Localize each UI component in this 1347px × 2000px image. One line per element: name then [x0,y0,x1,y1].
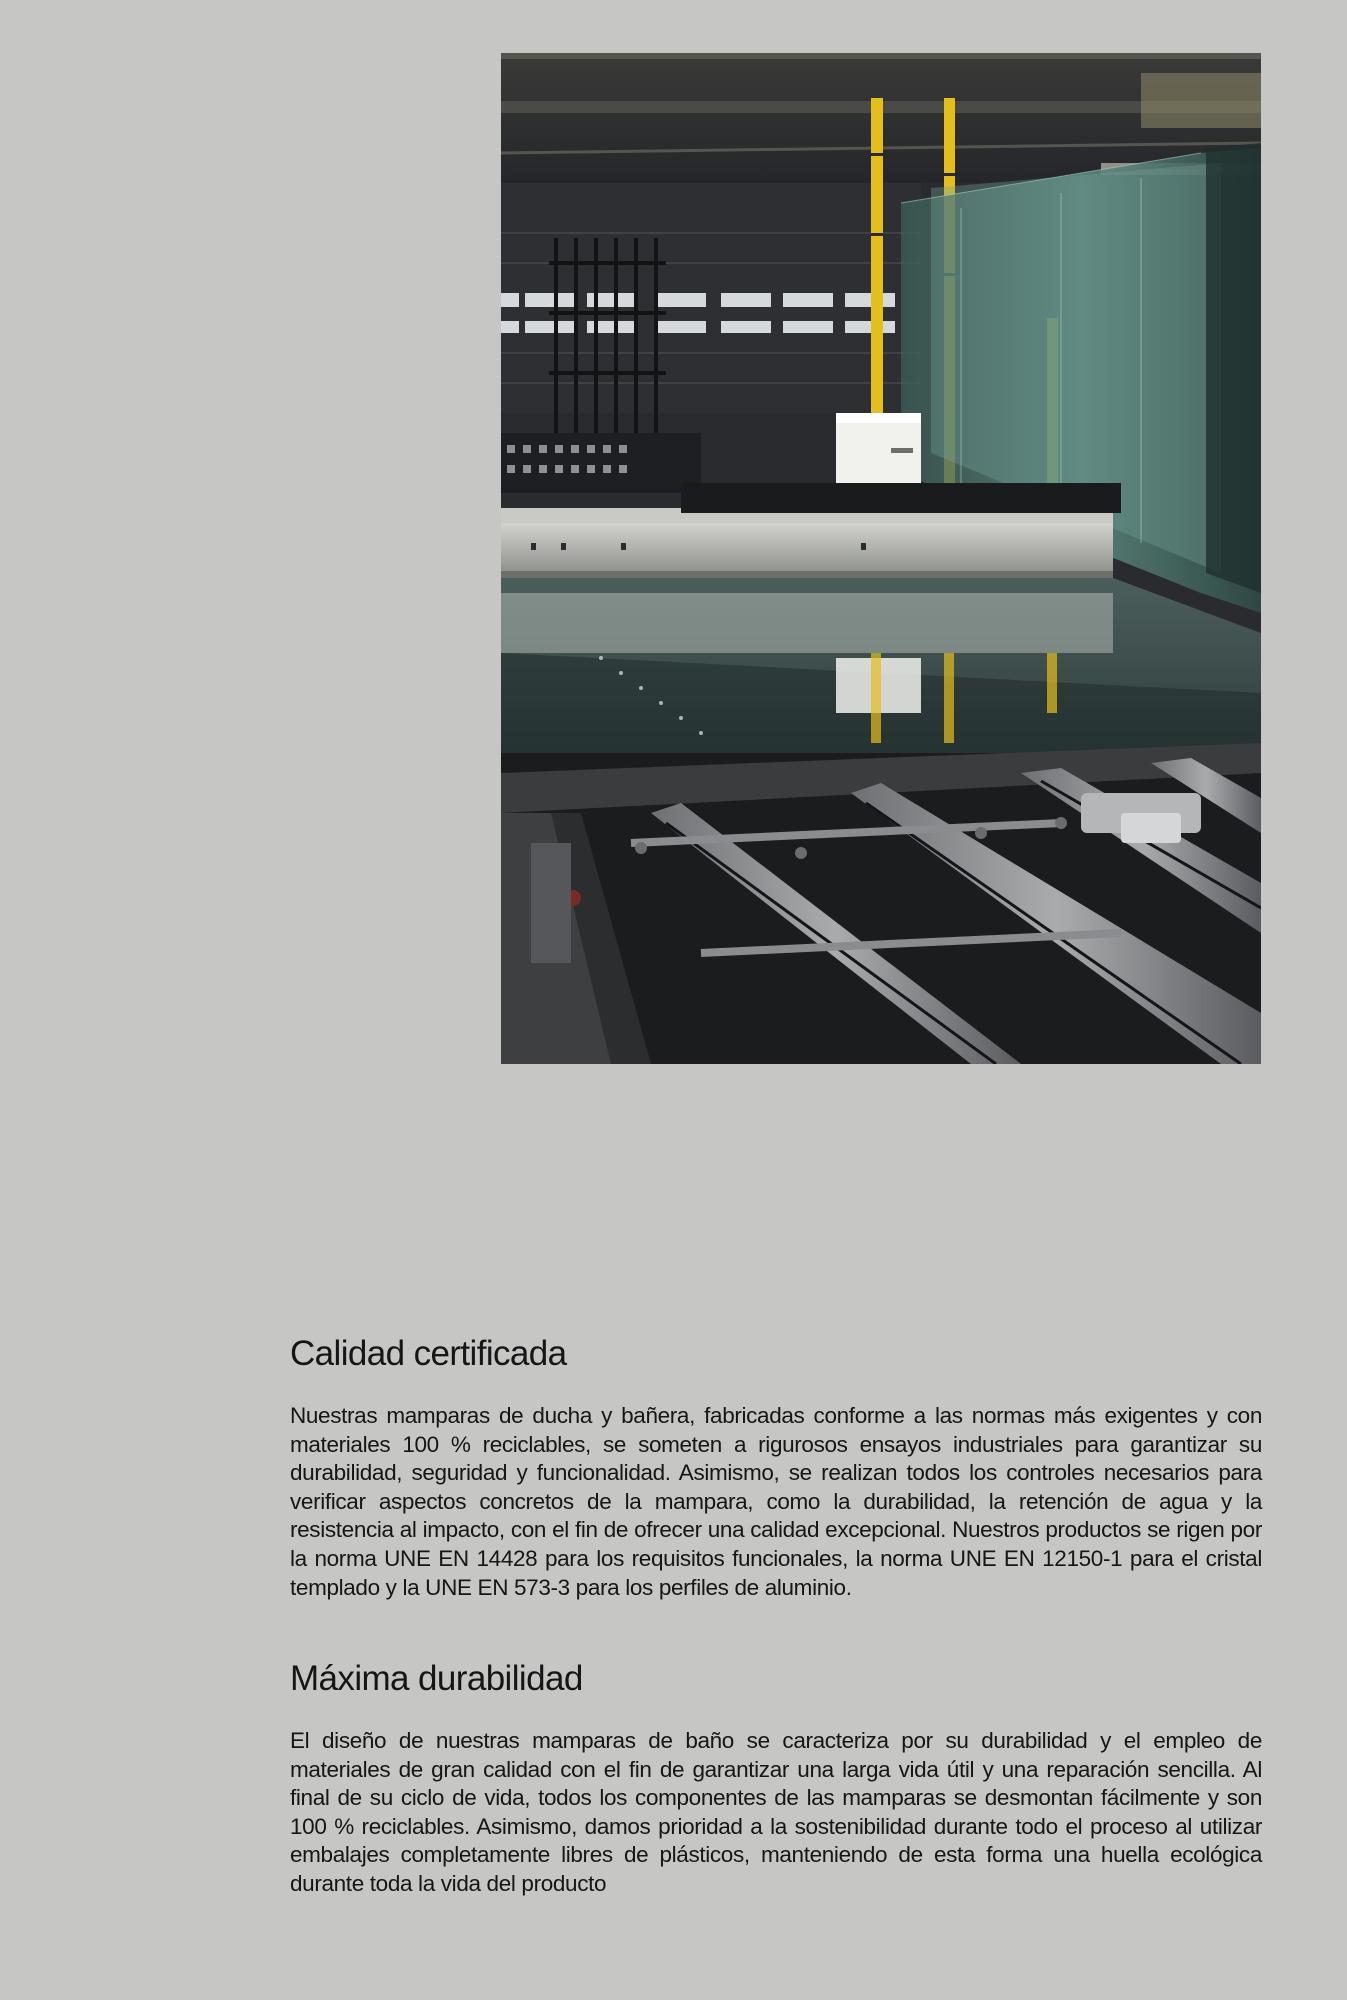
section-maxima-durabilidad [290,1655,1262,1899]
section-title: Máxima durabilidad [290,1659,583,1698]
factory-photo [501,53,1261,1064]
section-body: El diseño de nuestras mamparas de baño se caracteriza por su durabilidad y el empleo de materiales de gran calidad con el fin de garantizar una larga vida útil y una reparación sencilla. Al final de su ciclo de vida, todos los componentes de las mamparas se desmontan fácilmente y son 100 % reciclables. Asimismo, damos prioridad a la sostenibilidad durante todo el proceso al utilizar embalajes completamente libres de plásticos, manteniendo de esta forma una huella ecológica durante toda la vida del producto [290,1728,1262,1896]
section-calidad-certificada [290,1330,1262,1602]
section-body: Nuestras mamparas de ducha y bañera, fabricadas conforme a las normas más exigentes y con materiales 100 % reciclables, se someten a rigurosos ensayos industriales para garantizar su durabilidad, seguridad y funcionalidad. Asimismo, se realizan todos los controles necesarios para verificar aspectos concretos de la mampara, como la durabilidad, la retención de agua y la resistencia al impacto, con el fin de ofrecer una calidad excepcional. Nuestros productos se rigen por la norma UNE EN 14428 para los requisitos funcionales, la norma UNE EN 12150-1 para el cristal templado y la UNE EN 573-3 para los perfiles de aluminio. [290,1403,1262,1600]
section-title: Calidad certificada [290,1334,567,1373]
glass-cutting-machine-illustration [501,53,1261,1064]
